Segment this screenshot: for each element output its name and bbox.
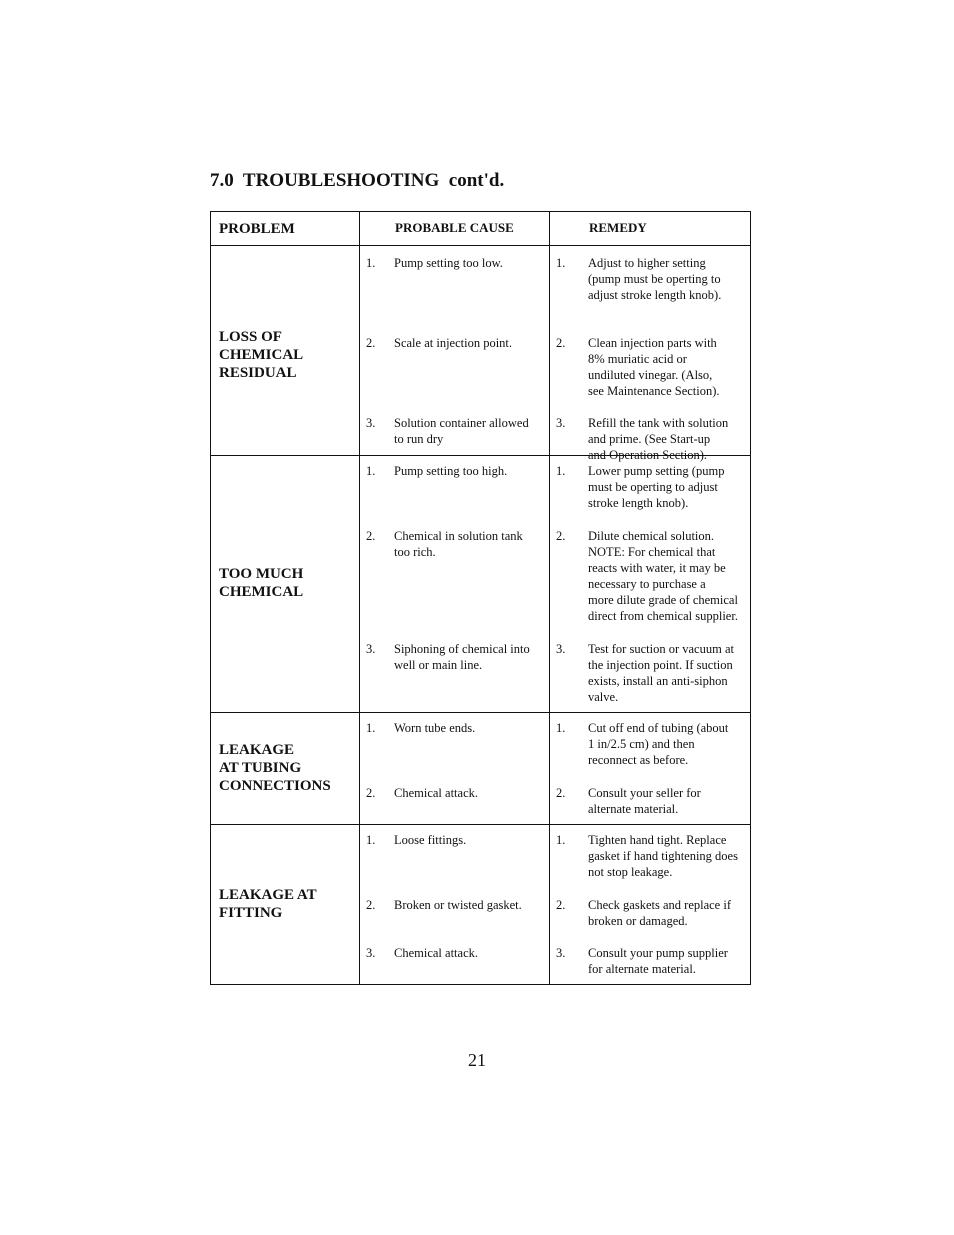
text-line: (pump must be operting to xyxy=(588,272,721,286)
text-line: necessary to purchase a xyxy=(588,577,706,591)
text-line: and Operation Section). xyxy=(588,448,708,462)
text-line: Pump setting too high. xyxy=(394,464,508,478)
text-line: adjust stroke length knob). xyxy=(588,288,722,302)
cause-number: 3. xyxy=(366,642,376,656)
cause-number: 2. xyxy=(366,786,376,800)
text-line: direct from chemical supplier. xyxy=(588,609,738,623)
text-line: not stop leakage. xyxy=(588,865,673,879)
text-line: Consult your seller for xyxy=(588,786,701,800)
text-line: Clean injection parts with xyxy=(588,336,717,350)
remedy-text xyxy=(588,255,721,303)
remedy-number: 2. xyxy=(556,898,566,912)
text-line: undiluted vinegar. (Also, xyxy=(588,368,713,382)
page-number: 21 xyxy=(468,1050,486,1070)
remedy-number: 2. xyxy=(556,336,566,350)
text-line: Loose fittings. xyxy=(394,833,467,847)
text-line: 8% muriatic acid or xyxy=(588,352,687,366)
problem-label-line: CHEMICAL xyxy=(219,584,304,600)
text-line: Check gaskets and replace if xyxy=(588,898,731,912)
text-line: Cut off end of tubing (about xyxy=(588,721,729,735)
text-line: Broken or twisted gasket. xyxy=(394,898,522,912)
problem-label-line: RESIDUAL xyxy=(219,365,297,381)
probable-cause-text xyxy=(394,528,523,560)
text-line: Pump setting too low. xyxy=(394,256,503,270)
text-line: Lower pump setting (pump xyxy=(588,464,725,478)
column-header-problem: PROBLEM xyxy=(219,221,295,237)
problem-label-line: AT TUBING xyxy=(219,760,302,776)
cause-number: 1. xyxy=(366,464,376,478)
remedy-text xyxy=(588,528,738,624)
problem-label xyxy=(219,565,303,601)
text-line: reconnect as before. xyxy=(588,753,689,767)
remedy-number: 2. xyxy=(556,529,566,543)
remedy-number: 1. xyxy=(556,256,566,270)
remedy-number: 1. xyxy=(556,721,566,735)
column-header-probable-cause: PROBABLE CAUSE xyxy=(395,220,514,235)
problem-label-line: FITTING xyxy=(219,905,283,921)
text-line: exists, install an anti-siphon xyxy=(588,674,728,688)
remedy-text xyxy=(588,335,720,399)
text-line: the injection point. If suction xyxy=(588,658,733,672)
text-line: Siphoning of chemical into xyxy=(394,642,530,656)
probable-cause-text xyxy=(394,720,475,736)
text-line: and prime. (See Start-up xyxy=(588,432,711,446)
probable-cause-text xyxy=(394,463,507,479)
remedy-text xyxy=(588,897,731,929)
text-line: to run dry xyxy=(394,432,444,446)
text-line: more dilute grade of chemical xyxy=(588,593,738,607)
text-line: Solution container allowed xyxy=(394,416,529,430)
text-line: Chemical attack. xyxy=(394,786,478,800)
remedy-text xyxy=(588,641,734,705)
probable-cause-text xyxy=(394,641,530,673)
header-divider xyxy=(211,245,750,246)
row-divider xyxy=(211,712,750,713)
probable-cause-text xyxy=(394,945,478,961)
text-line: alternate material. xyxy=(588,802,679,816)
text-line: Tighten hand tight. Replace xyxy=(588,833,727,847)
problem-label-line: LOSS OF xyxy=(219,329,282,345)
remedy-text xyxy=(588,720,728,768)
text-line: must be operting to adjust xyxy=(588,480,718,494)
problem-label-line: CHEMICAL xyxy=(219,347,304,363)
problem-label-line: LEAKAGE AT xyxy=(219,887,317,903)
text-line: reacts with water, it may be xyxy=(588,561,726,575)
probable-cause-text xyxy=(394,785,478,801)
text-line: stroke length knob). xyxy=(588,496,689,510)
cause-number: 2. xyxy=(366,529,376,543)
probable-cause-text xyxy=(394,415,529,447)
cause-number: 1. xyxy=(366,721,376,735)
remedy-number: 3. xyxy=(556,416,566,430)
text-line: Worn tube ends. xyxy=(394,721,476,735)
remedy-text xyxy=(588,463,724,511)
text-line: for alternate material. xyxy=(588,962,696,976)
problem-label-line: TOO MUCH xyxy=(219,566,304,582)
cause-number: 3. xyxy=(366,946,376,960)
problem-label xyxy=(219,741,331,795)
cause-number: 2. xyxy=(366,898,376,912)
column-header-remedy: REMEDY xyxy=(589,220,647,235)
text-line: too rich. xyxy=(394,545,436,559)
remedy-text xyxy=(588,785,701,817)
probable-cause-text xyxy=(394,255,503,271)
cause-number: 1. xyxy=(366,256,376,270)
cause-number: 2. xyxy=(366,336,376,350)
probable-cause-text xyxy=(394,832,466,848)
column-divider xyxy=(359,212,360,984)
text-line: well or main line. xyxy=(394,658,483,672)
column-divider xyxy=(549,212,550,984)
remedy-text xyxy=(588,415,728,463)
text-line: gasket if hand tightening does xyxy=(588,849,738,863)
text-line: Consult your pump supplier xyxy=(588,946,728,960)
text-line: 1 in/2.5 cm) and then xyxy=(588,737,695,751)
text-line: Adjust to higher setting xyxy=(588,256,706,270)
text-line: Chemical attack. xyxy=(394,946,478,960)
remedy-text xyxy=(588,832,738,880)
problem-label xyxy=(219,886,317,922)
row-divider xyxy=(211,824,750,825)
troubleshooting-table xyxy=(210,211,751,985)
remedy-number: 2. xyxy=(556,786,566,800)
problem-label xyxy=(219,328,303,382)
text-line: broken or damaged. xyxy=(588,914,688,928)
text-line: Chemical in solution tank xyxy=(394,529,523,543)
probable-cause-text xyxy=(394,335,512,351)
text-line: NOTE: For chemical that xyxy=(588,545,716,559)
text-line: see Maintenance Section). xyxy=(588,384,720,398)
problem-label-line: LEAKAGE xyxy=(219,742,295,758)
remedy-number: 1. xyxy=(556,464,566,478)
remedy-text xyxy=(588,945,728,977)
remedy-number: 1. xyxy=(556,833,566,847)
probable-cause-text xyxy=(394,897,522,913)
text-line: Test for suction or vacuum at xyxy=(588,642,734,656)
remedy-number: 3. xyxy=(556,642,566,656)
page-heading: 7.0 TROUBLESHOOTING cont'd. xyxy=(210,170,505,191)
problem-label-line: CONNECTIONS xyxy=(219,778,331,794)
text-line: Scale at injection point. xyxy=(394,336,513,350)
cause-number: 1. xyxy=(366,833,376,847)
remedy-number: 3. xyxy=(556,946,566,960)
text-line: Refill the tank with solution xyxy=(588,416,729,430)
text-line: valve. xyxy=(588,690,619,704)
cause-number: 3. xyxy=(366,416,376,430)
text-line: Dilute chemical solution. xyxy=(588,529,715,543)
